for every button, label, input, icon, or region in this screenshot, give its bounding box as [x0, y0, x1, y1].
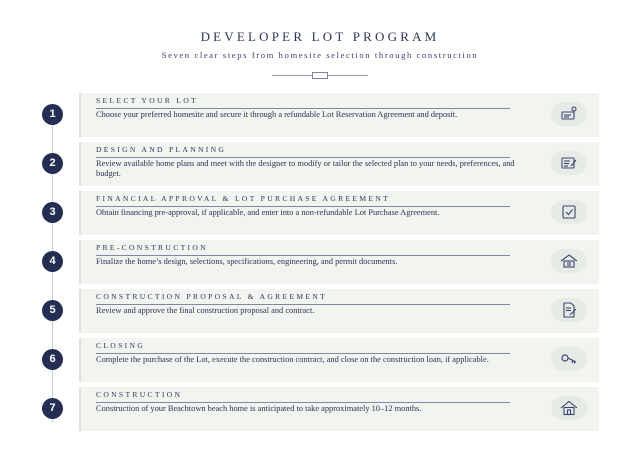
- house-plan-icon: [551, 249, 587, 273]
- page-title: DEVELOPER LOT PROGRAM: [200, 29, 440, 44]
- step-1: [0, 93, 640, 139]
- step-number-badge: 1: [42, 104, 63, 125]
- step-description: Review and approve the final construction proposal and contract.: [96, 306, 315, 315]
- step-2: [0, 142, 640, 188]
- step-number-badge: 4: [42, 251, 63, 272]
- key-icon: [551, 347, 587, 371]
- step-card: [79, 338, 599, 382]
- step-4: [0, 240, 640, 286]
- step-card: [79, 240, 599, 284]
- checkbox-icon: [551, 200, 587, 224]
- step-3: [0, 191, 640, 237]
- step-description: Finalize the home’s design, selections, specifications, engineering, and permit documents.: [96, 257, 398, 266]
- step-card: [79, 191, 599, 235]
- step-title: CLOSING: [96, 341, 146, 350]
- step-card: [79, 387, 599, 431]
- step-rule: [96, 206, 510, 207]
- step-5: [0, 289, 640, 335]
- step-title: PRE-CONSTRUCTION: [96, 243, 208, 252]
- step-description: Construction of your Beachtown beach home is anticipated to take approximately 10–12 months.: [96, 404, 422, 413]
- step-card: [79, 289, 599, 333]
- step-rule: [96, 402, 510, 403]
- step-rule: [96, 255, 510, 256]
- house-icon: [551, 396, 587, 420]
- step-title: CONSTRUCTION PROPOSAL & AGREEMENT: [96, 292, 328, 301]
- step-number-badge: 2: [42, 153, 63, 174]
- contract-sign-icon: [551, 298, 587, 322]
- step-description: Review available home plans and meet with the designer to modify or tailor the selected plan to your needs, preferences, and budget.: [96, 159, 515, 178]
- blueprint-edit-icon: [551, 151, 587, 175]
- page-subtitle: Seven clear steps from homesite selection through construction: [161, 50, 479, 60]
- step-description: Complete the purchase of the Lot, execute the construction contract, and close on the construction loan, if applicable.: [96, 355, 489, 364]
- step-title: CONSTRUCTION: [96, 390, 183, 399]
- step-description: Choose your preferred homesite and secure it through a refundable Lot Reservation Agreement and deposit.: [96, 110, 458, 119]
- step-rule: [96, 304, 510, 305]
- step-6: [0, 338, 640, 384]
- step-title: SELECT YOUR LOT: [96, 96, 198, 105]
- step-rule: [96, 108, 510, 109]
- step-title: FINANCIAL APPROVAL & LOT PURCHASE AGREEMENT: [96, 194, 391, 203]
- ornament-divider: [272, 71, 368, 81]
- step-number-badge: 7: [42, 398, 63, 419]
- step-number-badge: 5: [42, 300, 63, 321]
- step-rule: [96, 157, 510, 158]
- step-number-badge: 3: [42, 202, 63, 223]
- step-card: [79, 142, 599, 186]
- step-7: [0, 387, 640, 433]
- step-title: DESIGN AND PLANNING: [96, 145, 227, 154]
- step-description: Obtain financing pre-approval, if applicable, and enter into a non-refundable Lot Purchase Agreement.: [96, 208, 440, 217]
- step-card: [79, 93, 599, 137]
- step-rule: [96, 353, 510, 354]
- step-number-badge: 6: [42, 349, 63, 370]
- lot-sign-icon: [551, 102, 587, 126]
